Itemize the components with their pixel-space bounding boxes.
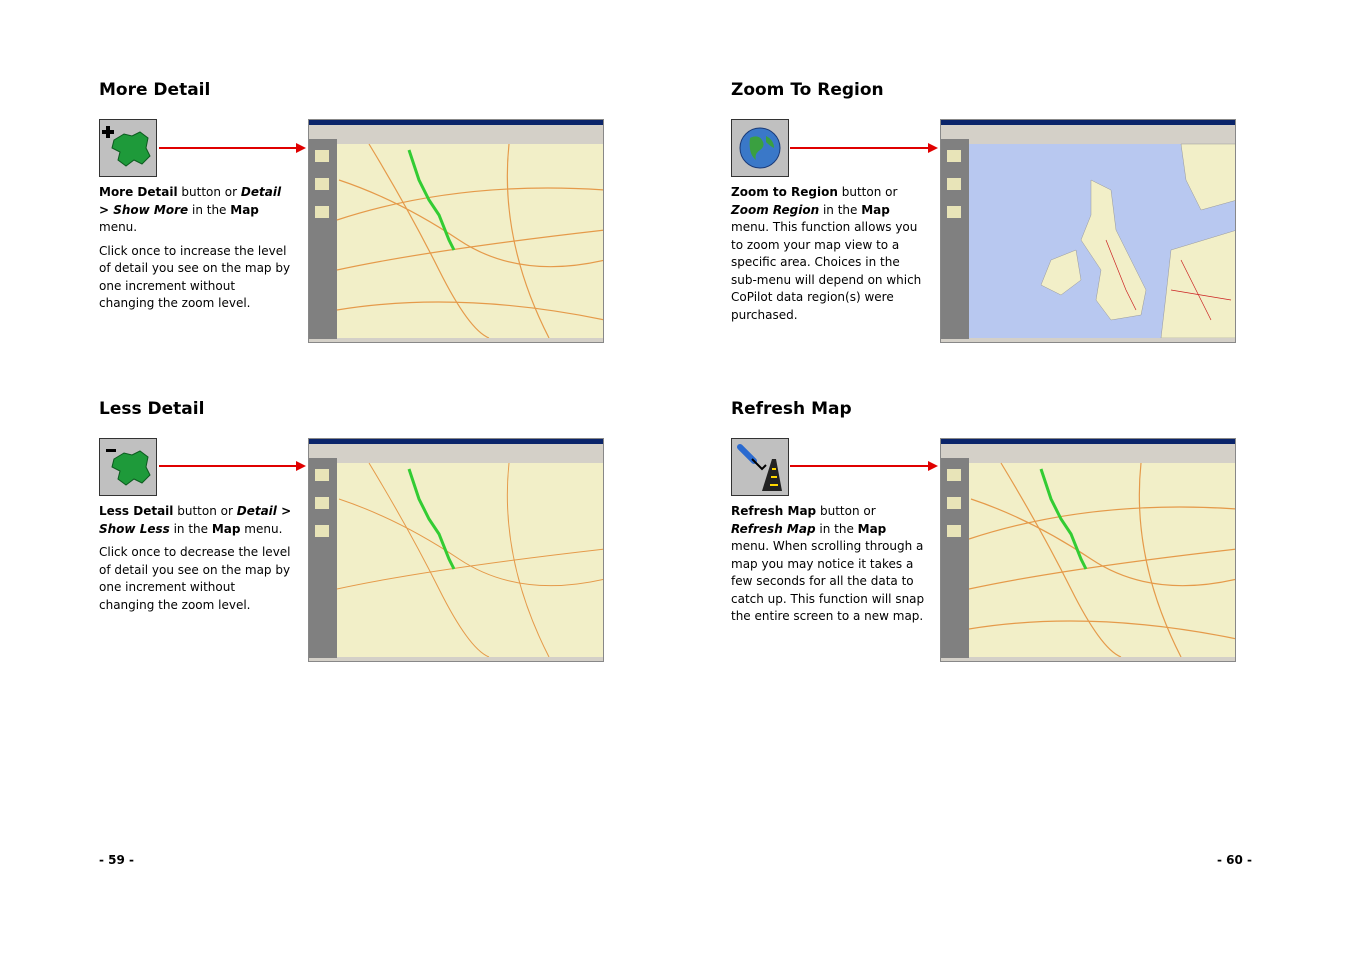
more-detail-europe-icon[interactable] — [99, 119, 157, 177]
more-detail-body: Click once to increase the level of detail you see on the map by one increment without changing the zoom level. — [99, 243, 291, 310]
arrow-refresh-map — [790, 465, 928, 467]
less-detail-caption: Less Detail button or Detail > Show Less in the Map menu. Click once to decrease the level of detail you see on the map by one increment without changing the zoom level. — [99, 503, 294, 620]
more-detail-caption: More Detail button or Detail > Show More in the Map menu. Click once to increase the level of detail you see on the map by one increment without changing the zoom level. — [99, 184, 294, 319]
page-number-left: - 59 - — [99, 853, 135, 867]
less-detail-heading: Less Detail — [99, 399, 205, 419]
less-detail-body: Click once to decrease the level of detail you see on the map by one increment without changing the zoom level. — [99, 545, 291, 612]
zoom-region-caption: Zoom to Region button or Zoom Region in the Map menu. This function allows you to zoom your map view to a specific area. Choices in the sub-menu will depend on which CoPilot data region(s) were purchased. — [731, 185, 922, 322]
refresh-map-heading: Refresh Map — [731, 399, 852, 419]
refresh-map-caption: Refresh Map button or Refresh Map in the Map menu. When scrolling through a map you may notice it takes a few seconds for all the data to catch up. This function will snap the entire screen to a new map. — [731, 504, 925, 623]
more-detail-map-screenshot — [308, 119, 604, 343]
less-detail-map-screenshot — [308, 438, 604, 662]
more-detail-heading: More Detail — [99, 80, 211, 100]
less-detail-europe-icon[interactable] — [99, 438, 157, 496]
zoom-region-heading: Zoom To Region — [731, 80, 884, 100]
refresh-map-icon[interactable] — [731, 438, 789, 496]
arrow-less-detail — [159, 465, 296, 467]
refresh-map-map-screenshot — [940, 438, 1236, 662]
zoom-region-map-screenshot — [940, 119, 1236, 343]
arrow-zoom-region — [790, 147, 928, 149]
globe-icon[interactable] — [731, 119, 789, 177]
arrow-more-detail — [159, 147, 296, 149]
page-number-right: - 60 - — [1217, 853, 1253, 867]
